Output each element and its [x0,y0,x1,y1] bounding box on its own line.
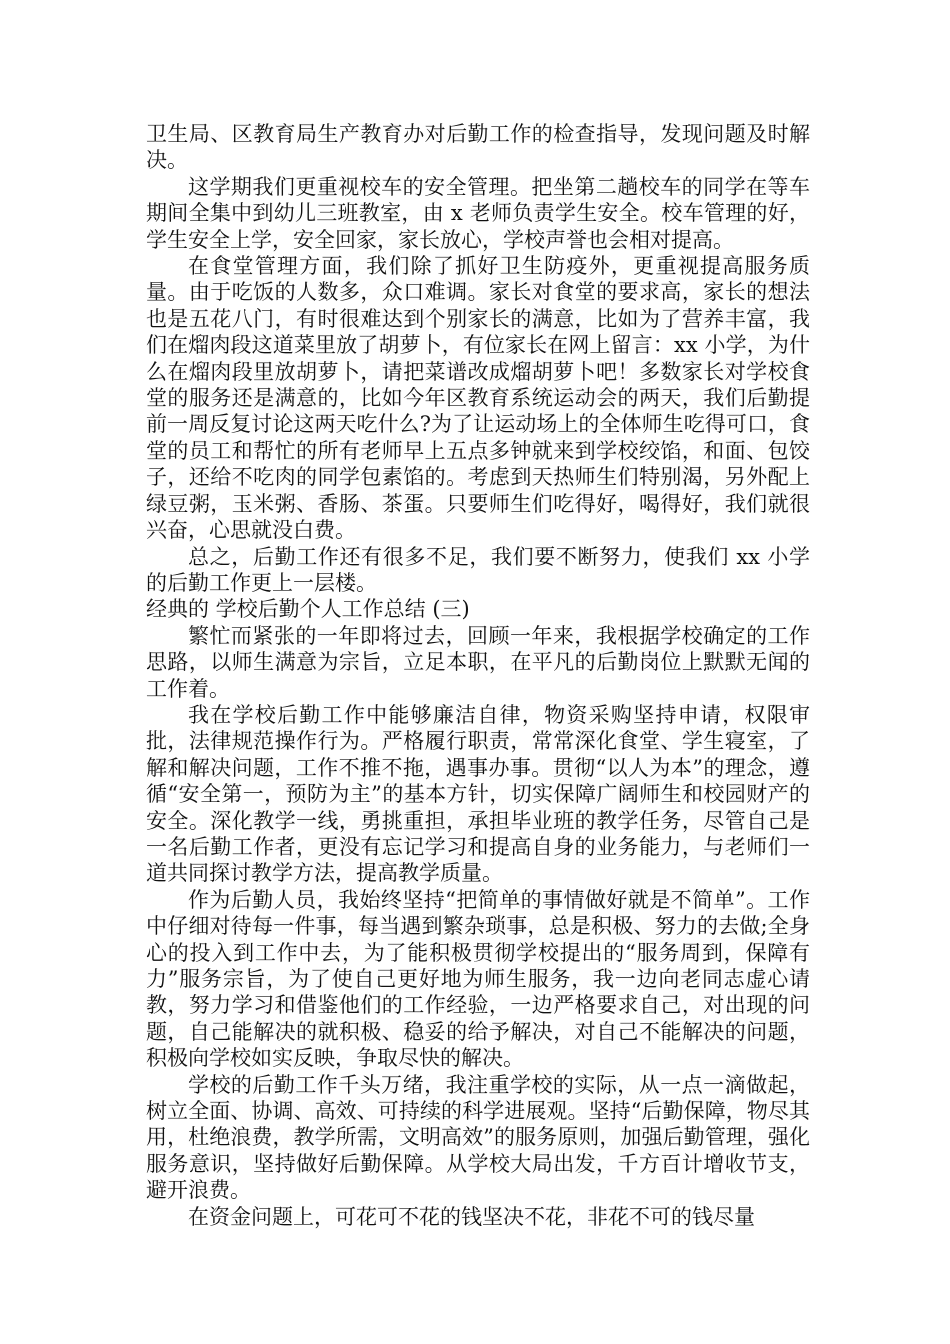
paragraph-1: 卫生局、区教育局生产教育办对后勤工作的检查指导，发现问题及时解决。 [146,122,810,173]
paragraph-8: 学校的后勤工作千头万绪，我注重学校的实际，从一点一滴做起，树立全面、协调、高效、可持续的科学进展观。坚持“后勤保障，物尽其用，杜绝浪费，教学所需，文明高效”的服务原则，加强后勤管理，强化服务意识，坚持做好后勤保障。从学校大局出发，千方百计增收节支，避开浪费。 [146,1072,810,1203]
paragraph-4: 总之，后勤工作还有很多不足，我们要不断努力，使我们 xx 小学的后勤工作更上一层楼。 [146,544,810,595]
paragraph-5: 繁忙而紧张的一年即将过去，回顾一年来，我根据学校确定的工作思路，以师生满意为宗旨，立足本职，在平凡的后勤岗位上默默无闻的工作着。 [146,623,810,701]
paragraph-6: 我在学校后勤工作中能够廉洁自律，物资采购坚持申请，权限审批，法律规范操作行为。严格履行职责，常常深化食堂、学生寝室，了解和解决问题，工作不推不拖，遇事办事。贯彻“以人为本”的理念，遵循“安全第一，预防为主”的基本方针，切实保障广阔师生和校园财产的安全。深化教学一线，勇挑重担，承担毕业班的教学任务，尽管自己是一名后勤工作者，更没有忘记学习和提高自身的业务能力，与老师们一道共同探讨教学方法，提高教学质量。 [146,702,810,886]
paragraph-9: 在资金问题上，可花可不花的钱坚决不花，非花不可的钱尽量 [188,1204,755,1229]
document-page [146,121,810,1230]
paragraph-2: 这学期我们更重视校车的安全管理。把坐第二趟校车的同学在等车期间全集中到幼儿三班教室，由 x 老师负责学生安全。校车管理的好，学生安全上学，安全回家，家长放心，学校声誉也会相对提高。 [146,174,810,252]
section-heading: 经典的 学校后勤个人工作总结 (三) [146,597,470,622]
paragraph-3: 在食堂管理方面，我们除了抓好卫生防疫外，更重视提高服务质量。由于吃饭的人数多，众口难调。家长对食堂的要求高，家长的想法也是五花八门，有时很难达到个别家长的满意，比如为了营养丰富，我们在熘肉段这道菜里放了胡萝卜，有位家长在网上留言：xx 小学，为什么在熘肉段里放胡萝卜，请把菜谱改成熘胡萝卜吧！多数家长对学校食堂的服务还是满意的，比如今年区教育系统运动会的两天，我们后勤提前一周反复讨论这两天吃什么?为了让运动场上的全体师生吃得可口，食堂的员工和帮忙的所有老师早上五点多钟就来到学校绞馅，和面、包饺子，还给不吃肉的同学包素馅的。考虑到天热师生们特别渴，另外配上绿豆粥，玉米粥、香肠、茶蛋。只要师生们吃得好，喝得好，我们就很兴奋，心思就没白费。 [146,254,810,543]
paragraph-7: 作为后勤人员，我始终坚持“把简单的事情做好就是不简单”。工作中仔细对待每一件事，每当遇到繁杂琐事，总是积极、努力的去做;全身心的投入到工作中去，为了能积极贯彻学校提出的“服务周到，保障有力”服务宗旨，为了使自己更好地为师生服务，我一边向老同志虚心请教，努力学习和借鉴他们的工作经验，一边严格要求自己，对出现的问题，自己能解决的就积极、稳妥的给予解决，对自己不能解决的问题，积极向学校如实反映，争取尽快的解决。 [146,887,810,1071]
